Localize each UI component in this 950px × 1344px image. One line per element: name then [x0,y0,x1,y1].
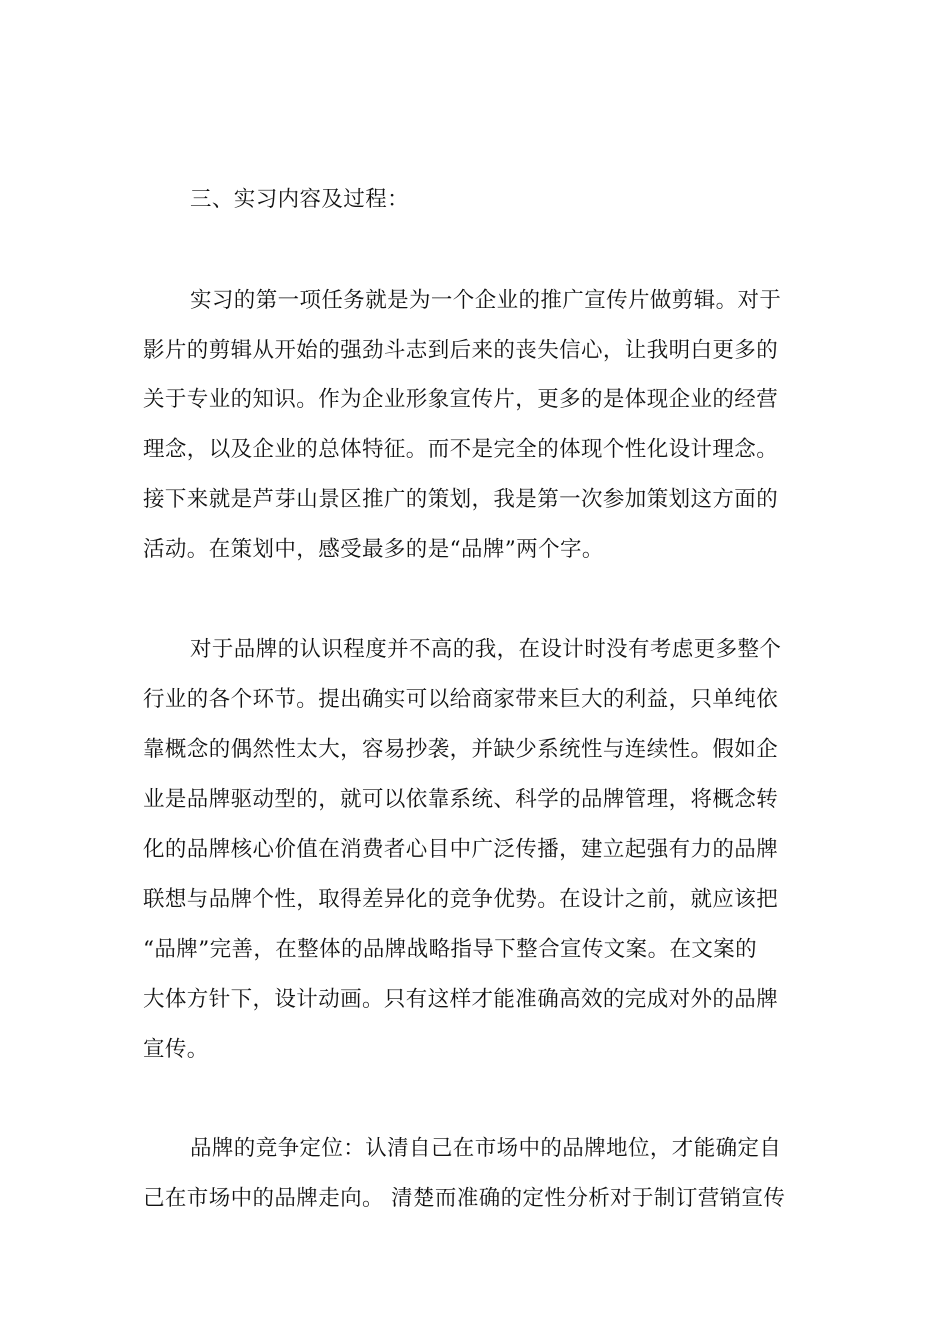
paragraph-1-line-3: 关于专业的知识。作为企业形象宣传片，更多的是体现企业的经营 [143,387,779,412]
paragraph-2-line-6: 联想与品牌个性，取得差异化的竞争优势。在设计之前，就应该把 [143,887,779,912]
paragraph-1-line-5: 接下来就是芦芽山景区推广的策划，我是第一次参加策划这方面的 [143,487,779,512]
paragraph-2-line-5: 化的品牌核心价值在消费者心目中广泛传播，建立起强有力的品牌 [143,837,779,862]
paragraph-2-line-2: 行业的各个环节。提出确实可以给商家带来巨大的利益，只单纯依 [143,687,779,712]
paragraph-1-line-1: 实习的第一项任务就是为一个企业的推广宣传片做剪辑。对于 [190,288,782,313]
paragraph-2-line-7: “品牌”完善，在整体的品牌战略指导下整合宣传文案。在文案的 [143,937,758,962]
paragraph-2-line-8: 大体方针下，设计动画。只有这样才能准确高效的完成对外的品牌 [143,987,779,1012]
paragraph-3-line-1: 品牌的竞争定位：认清自己在市场中的品牌地位，才能确定自 [190,1136,782,1161]
paragraph-3-line-2: 己在市场中的品牌走向。 清楚而准确的定性分析对于制订营销宣传 [143,1186,786,1211]
paragraph-2-line-1: 对于品牌的认识程度并不高的我，在设计时没有考虑更多整个 [190,637,782,662]
paragraph-1-line-4: 理念，以及企业的总体特征。而不是完全的体现个性化设计理念。 [143,437,779,462]
paragraph-2-line-3: 靠概念的偶然性太大，容易抄袭，并缺少系统性与连续性。假如企 [143,737,779,762]
paragraph-1-line-6: 活动。在策划中，感受最多的是“品牌”两个字。 [143,537,604,562]
paragraph-2-line-4: 业是品牌驱动型的，就可以依靠系统、科学的品牌管理，将概念转 [143,787,779,812]
section-heading: 三、实习内容及过程： [190,187,410,212]
paragraph-2-line-9: 宣传。 [143,1037,209,1062]
paragraph-1-line-2: 影片的剪辑从开始的强劲斗志到后来的丧失信心，让我明白更多的 [143,338,779,363]
